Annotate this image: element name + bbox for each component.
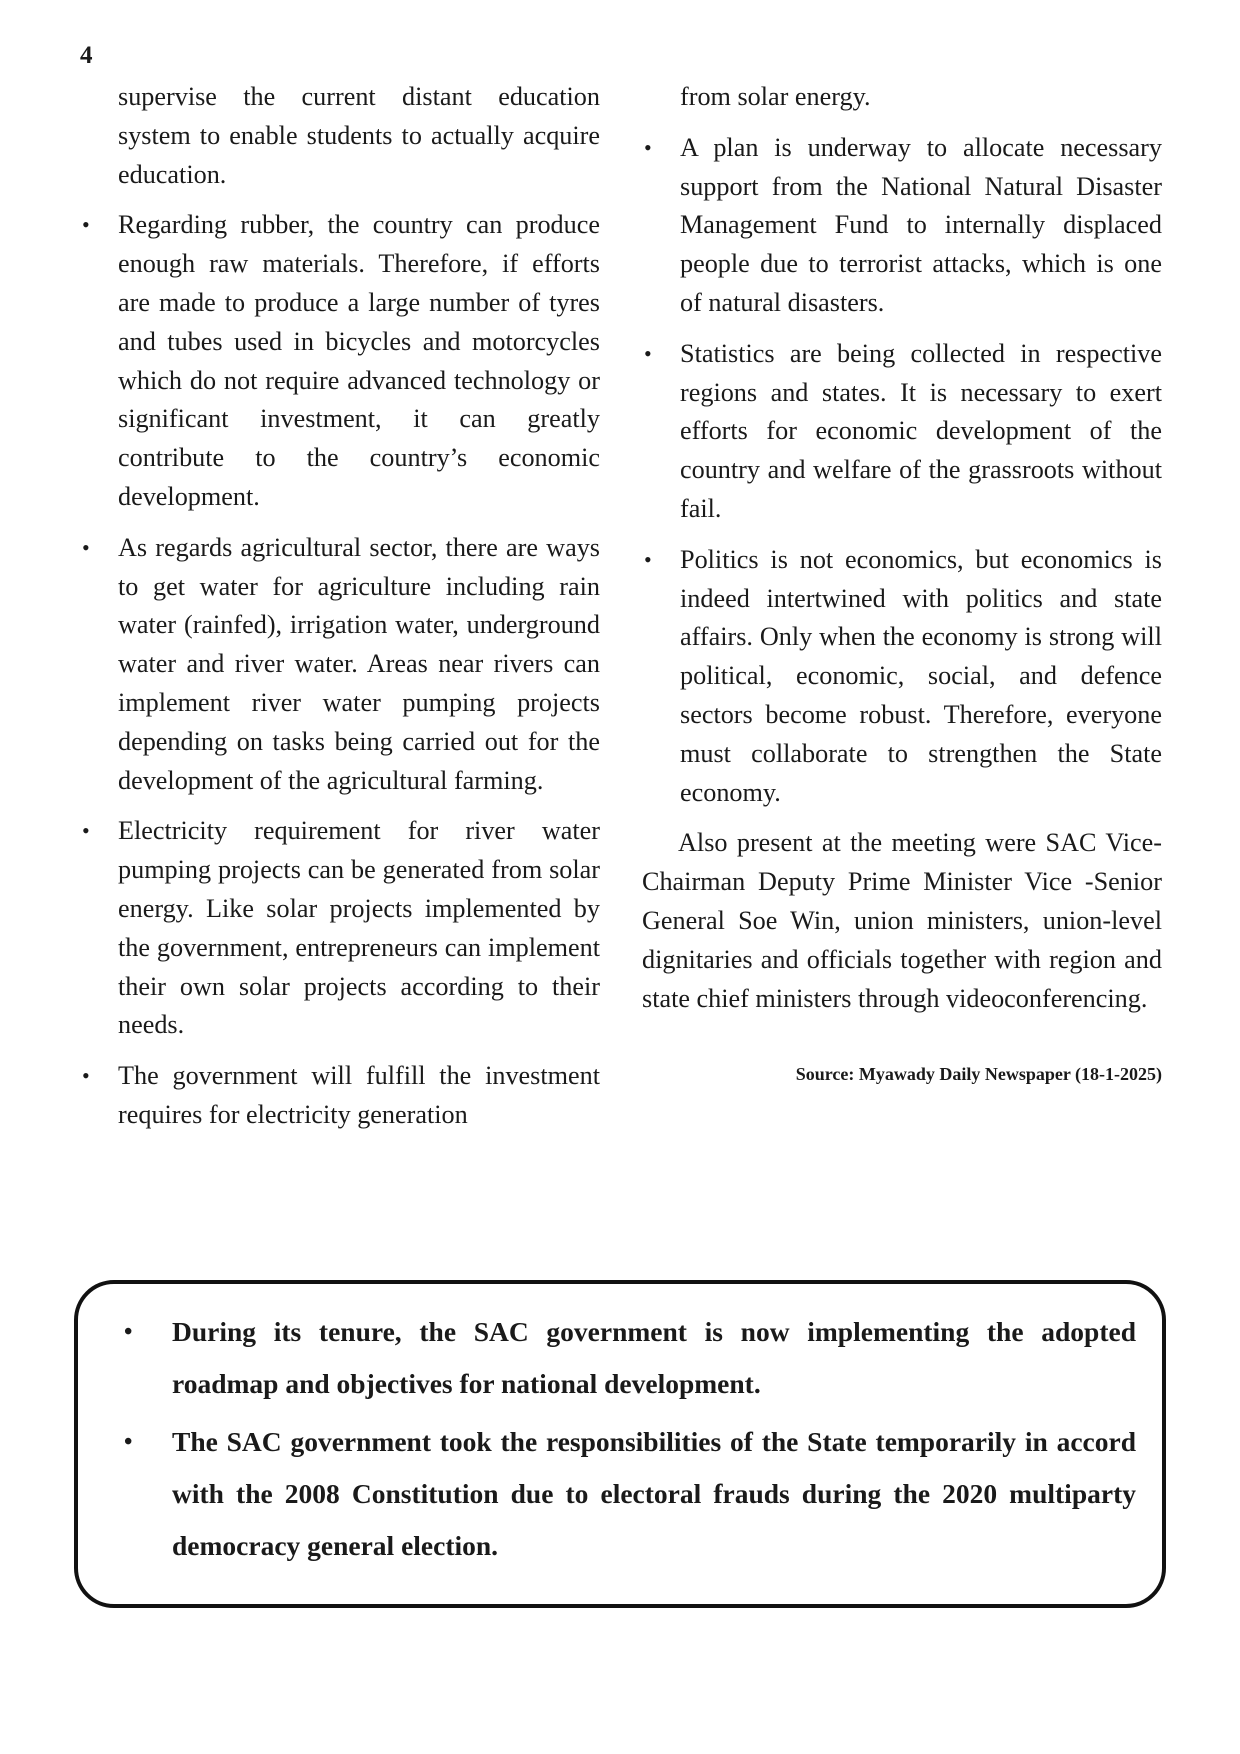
list-item xyxy=(80,529,600,801)
closing-paragraph: Also present at the meeting were SAC Vice-Chairman Deputy Prime Minister Vice -Senior General Soe Win, union ministers, union-level dignitaries and officials together with region and state chief ministers through videoconferencing. xyxy=(642,828,1162,1013)
list-item xyxy=(642,335,1162,529)
bullet-list xyxy=(80,206,600,1134)
summary-list xyxy=(118,1306,1136,1572)
summary-item xyxy=(118,1306,1136,1410)
bullet-icon: • xyxy=(82,212,90,238)
list-item-text: Regarding rubber, the country can produce enough raw materials. Therefore, if efforts are made to produce a large number of tyres and tubes used in bicycles and motorcycles which do not require advanced technology or significant investment, it can greatly contribute to the country’s economic development. xyxy=(118,210,600,511)
list-item xyxy=(80,1057,600,1135)
summary-box xyxy=(74,1280,1166,1608)
bullet-icon: • xyxy=(124,1319,133,1345)
summary-item-text: During its tenure, the SAC government is now implementing the adopted roadmap and objectives for national development. xyxy=(172,1316,1136,1399)
list-item xyxy=(80,206,600,516)
bullet-icon: • xyxy=(82,818,90,844)
bullet-icon: • xyxy=(644,134,652,160)
continued-paragraph: from solar energy. xyxy=(680,82,871,111)
bullet-list xyxy=(642,129,1162,813)
list-item xyxy=(80,812,600,1045)
bullet-icon: • xyxy=(644,340,652,366)
list-item-text: The government will fulfill the investment requires for electricity generation xyxy=(118,1061,600,1129)
bullet-icon: • xyxy=(82,1063,90,1089)
list-item-text: Electricity requirement for river water pumping projects can be generated from solar energy. Like solar projects implemented by the government, entrepreneurs can implement their own solar projects according to their needs. xyxy=(118,816,600,1040)
summary-item-text: The SAC government took the responsibilities of the State temporarily in accord with the 2008 Constitution due to electoral frauds during the 2020 multiparty democracy general election. xyxy=(172,1426,1136,1561)
list-item-text: A plan is underway to allocate necessary support from the National Natural Disaster Management Fund to internally displaced people due to terrorist attacks, which is one of natural disasters. xyxy=(680,132,1162,317)
list-item-text: Statistics are being collected in respective regions and states. It is necessary to exert efforts for economic development of the country and welfare of the grassroots without fail. xyxy=(680,338,1162,523)
bullet-icon: • xyxy=(124,1429,133,1455)
list-item-text: As regards agricultural sector, there are ways to get water for agriculture including rain water (rainfed), irrigation water, underground water and river water. Areas near rivers can implement river water pumping projects depending on tasks being carried out for the development of the agricultural farming. xyxy=(118,532,600,795)
bullet-icon: • xyxy=(644,546,652,572)
bullet-icon: • xyxy=(82,534,90,560)
list-item xyxy=(642,541,1162,813)
right-column xyxy=(642,78,1162,1086)
source-citation: Source: Myawady Daily Newspaper (18-1-2025) xyxy=(795,1064,1162,1085)
continued-paragraph: supervise the current distant education system to enable students to actually acquire education. xyxy=(118,82,600,189)
page-number: 4 xyxy=(80,42,93,69)
list-item xyxy=(642,129,1162,323)
list-item-text: Politics is not economics, but economics is indeed intertwined with politics and state affairs. Only when the economy is strong will political, economic, social, and defence sectors become robust. Therefore, everyone must collaborate to strengthen the State economy. xyxy=(680,544,1162,807)
left-column xyxy=(80,78,600,1147)
summary-item xyxy=(118,1416,1136,1572)
